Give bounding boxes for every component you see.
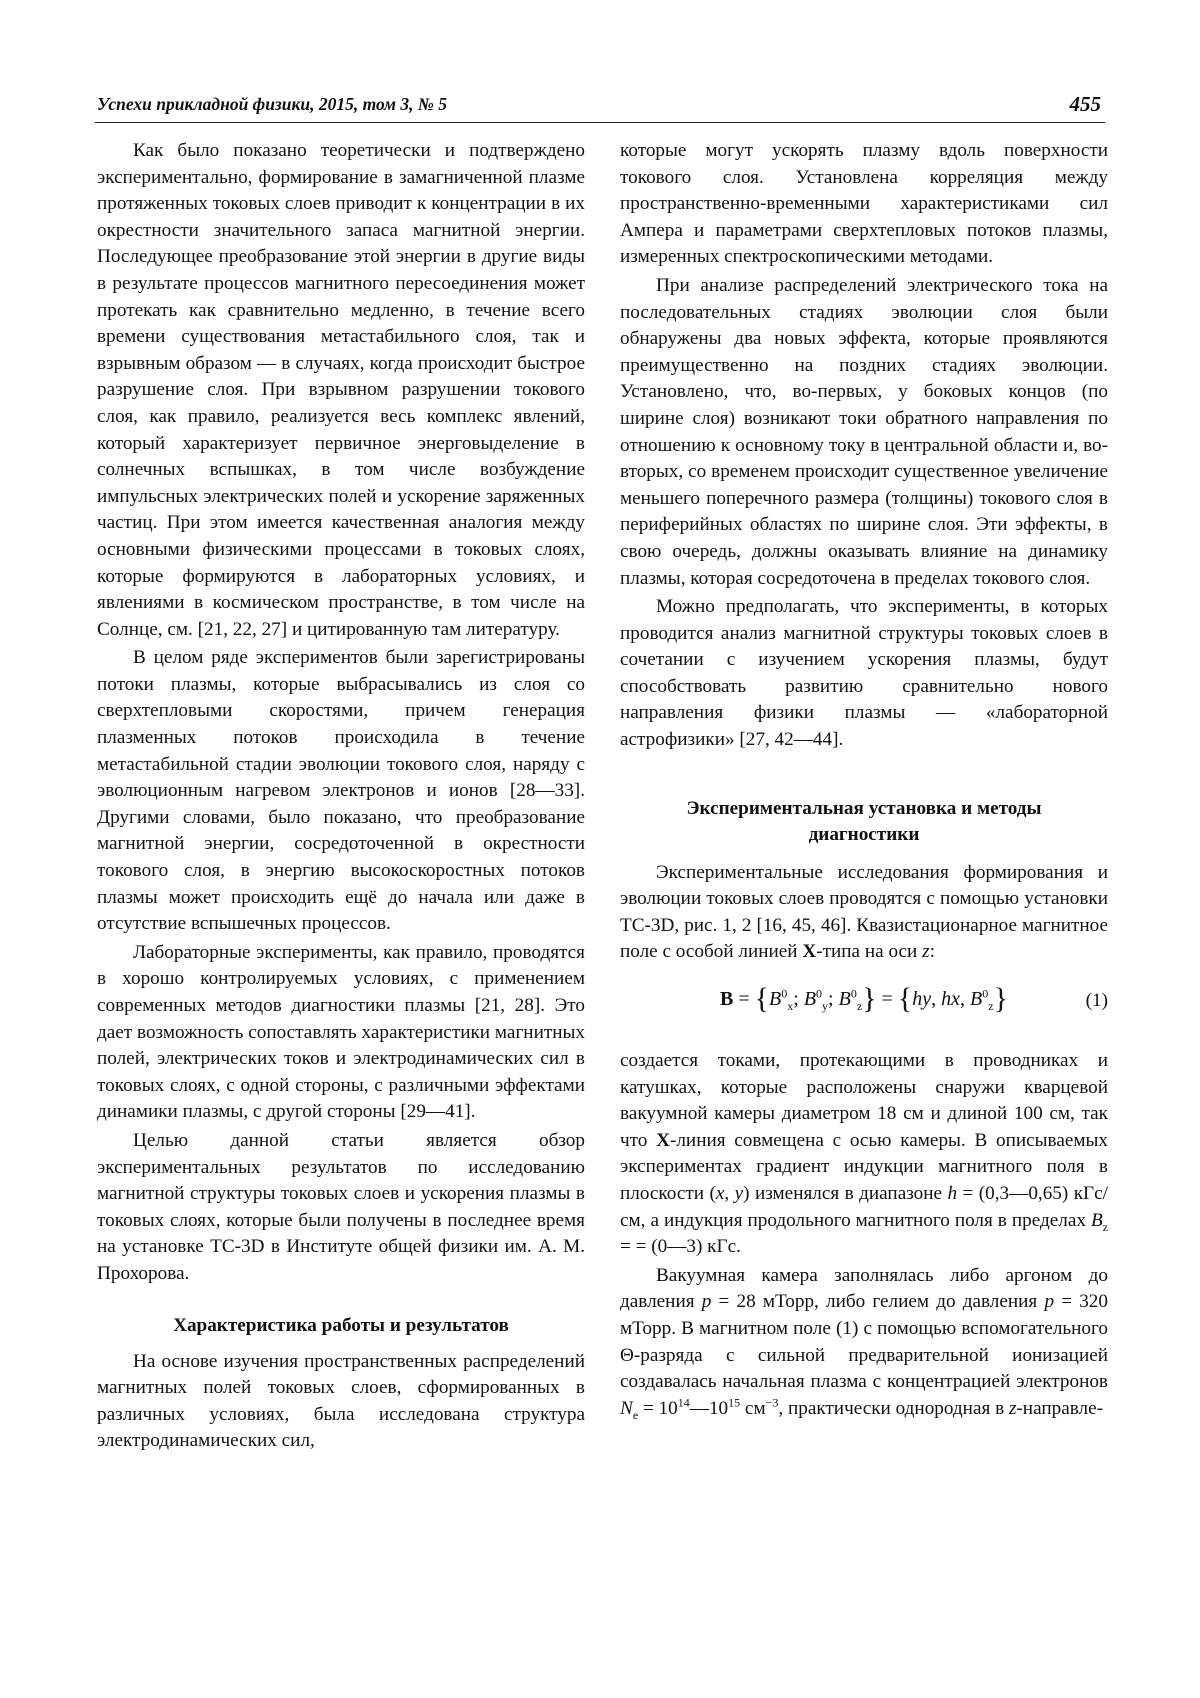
text-run: : (929, 941, 935, 963)
eq-symbol: B (838, 988, 851, 1011)
text-run: Экспериментальные исследования формирования и эволюции токовых слоев проводятся с помощью установки ТС-3D, рис. 1, 2 [16, 45, 46]. Квазистационарное магнитное поле с особой линией (620, 861, 1108, 963)
left-column (97, 138, 585, 1455)
eq-sub: x (787, 999, 794, 1014)
eq-sep: ; (828, 988, 834, 1011)
text-run: N (620, 1397, 633, 1419)
page-number: 455 (1069, 92, 1101, 116)
paragraph: которые могут ускорять плазму вдоль поверхности токового слоя. Установлена корреляция между пространственно-временными характеристиками сил Ампера и параметрами сверхтепловых потоков плазмы, измеренных спектроскопическими методами. (620, 140, 1108, 268)
paragraph: Как было показано теоретически и подтверждено экспериментально, формирование в замагниченной плазме протяженных токовых слоев приводит к концентрации в их окрестности значительного запаса магнитной энергии. Последующее преобразование этой энергии в другие виды в результате процессов магнитного пересоединения может протекать как сравнительно медленно, в течение всего времени существования метастабильного слоя, так и взрывным образом — в случаях, когда происходит быстрое разрушение слоя. При взрывном разрушении токового слоя, как правило, реализуется весь комплекс явлений, который характеризует первичное энерговыделение в солнечных вспышках, в том числе возбуждение импульсных электрических полей и ускорение заряженных частиц. При этом имеется качественная аналогия между основными физическими процессами в токовых слоях, которые формируются в лабораторных условиях, и явлениями в космическом пространстве, в том числе на Солнце, см. [21, 22, 27] и цитированную там литературу. (97, 140, 585, 640)
text-run: z (1102, 1219, 1108, 1234)
right-column (620, 138, 1108, 1422)
text-run: p (701, 1291, 712, 1313)
text-run: , (724, 1183, 735, 1204)
eq-sub: z (856, 999, 863, 1014)
text-run: 14 (677, 1395, 690, 1410)
right-brace: } (993, 982, 1008, 1016)
eq-symbol: hy (912, 988, 932, 1011)
eq-sup: 0 (781, 986, 788, 1001)
text-run: ) изменялся в диапазоне (743, 1183, 948, 1204)
text-run: = (0,3—0,65) кГс/см, а индукция продольного магнитного поля в пределах (620, 1183, 1108, 1231)
eq-symbol: hx (941, 988, 961, 1011)
left-brace: { (754, 982, 770, 1016)
text-run: z (1008, 1397, 1017, 1419)
paragraph: В целом ряде экспериментов были зарегистрированы потоки плазмы, которые выбрасывались из слоя со сверхтепловыми скоростями, причем генерация плазменных потоков происходила в течение метастабильной стадии эволюции токового слоя, наряду с эволюционным нагревом электронов и ионов [28—33]. Другими словами, было показано, что преобразование магнитной энергии, сосредоточенной в окрестности токового слоя, в энергию высокоскоростных потоков плазмы может происходить ещё до начала или даже в отсутствие вспышечных процессов. (97, 647, 585, 935)
eq-symbol: B (970, 988, 983, 1011)
eq-comma: , (960, 988, 966, 1011)
running-header (95, 92, 1105, 123)
eq-sup: 0 (816, 986, 823, 1001)
text-run: = = (0—3) кГс. (620, 1236, 741, 1258)
eq-sep: ; (793, 988, 799, 1011)
paragraph: Можно предполагать, что эксперименты, в которых проводится анализ магнитной структуры токовых слоев в сочетании с изучением ускорения плазмы, будут способствовать развитию сравнительно нового направления физики плазмы — «лабораторной астрофизики» [27, 42—44]. (620, 596, 1108, 751)
text-run: −3 (765, 1395, 779, 1410)
right-brace: } (862, 982, 877, 1016)
equation-lhs: B (720, 988, 734, 1011)
eq-comma: , (931, 988, 937, 1011)
eq-sup: 0 (850, 986, 857, 1001)
section-heading: Характеристика работы и результатов (173, 1314, 509, 1336)
text-run: -направле- (1016, 1397, 1104, 1419)
text-run: = 10 (638, 1397, 678, 1419)
paragraph (620, 1263, 1108, 1423)
eq-sub: y (822, 999, 829, 1014)
text-run: e (632, 1407, 639, 1422)
equals-sign: = (881, 988, 893, 1011)
paragraph: При анализе распределений электрического тока на последовательных стадиях эволюции слоя были обнаружены два новых эффекта, которые проявляются преимущественно на поздних стадиях эволюции. Установлено, что, во-первых, у боковых концов (по ширине слоя) возникают токи обратного направления по отношению к основному току в центральной области и, во-вторых, со временем происходит существенное увеличение меньшего поперечного размера (толщины) токового слоя в периферийных областях по ширине слоя. Эти эффекты, в свою очередь, должны оказывать влияние на динамику плазмы, которая сосредоточена в пределах токового слоя. (620, 274, 1108, 589)
paragraph: Целью данной статьи является обзор экспериментальных результатов по исследованию магнитной структуры токовых слоев и ускорения плазмы в токовых слоях, которые были получены в последнее время на установке ТС-3D в Институте общей физики им. А. М. Прохорова. (97, 1129, 585, 1284)
text-run: X (656, 1129, 670, 1151)
equals-sign: = (738, 988, 750, 1011)
eq-symbol: B (803, 988, 817, 1011)
text-run: B (1090, 1209, 1103, 1231)
text-run: см (740, 1397, 766, 1419)
text-run: создается токами, протекающими в проводниках и катушках, которые расположены снаружи кварцевой вакуумной камеры диаметром 18 см и длиной 100 см, так что (620, 1050, 1108, 1151)
eq-sub: z (988, 999, 994, 1014)
text-run: x (715, 1183, 725, 1204)
paragraph (620, 1048, 1108, 1261)
paragraph (620, 860, 1108, 966)
text-run: -типа на оси (816, 941, 923, 963)
equation-number: (1) (1085, 990, 1108, 1012)
text-run: = 28 мТорр, либо гелием до давления (711, 1291, 1045, 1313)
text-run: , практически однородная в (778, 1397, 1009, 1419)
text-run: -линия совмещена с осью камеры. В описываемых экспериментах градиент индукции магнитного поля в плоскости ( (620, 1129, 1108, 1204)
text-run: Вакуумная камера заполнялась либо аргоном до давления (620, 1264, 1108, 1313)
text-run: h (947, 1183, 958, 1204)
paragraph: На основе изучения пространственных распределений магнитных полей токовых слоев, сформированных в различных условиях, была исследована структура электродинамических сил, (97, 1350, 585, 1452)
equation-body (720, 982, 1008, 1016)
text-run: —10 (689, 1397, 729, 1419)
paragraph: Лабораторные эксперименты, как правило, проводятся в хорошо контролируемых условиях, с применением современных методов диагностики плазмы [21, 28]. Это дает возможность сопоставлять характеристики магнитных полей, электрических токов и электродинамических сил в токовых слоях, с одной стороны, с различными эффектами динамики плазмы, с другой стороны [29—41]. (97, 941, 585, 1123)
eq-sup: 0 (982, 986, 989, 1001)
text-run: 15 (728, 1395, 741, 1410)
section-heading: Экспериментальная установка и методы диагностики (686, 797, 1042, 845)
journal-title: Успехи прикладной физики, 2015, том 3, № 5 (97, 94, 448, 114)
text-run: z (922, 941, 930, 963)
left-brace: { (897, 982, 913, 1016)
equation-1 (620, 974, 1108, 1038)
text-run: X (802, 941, 817, 963)
text-run: = 320 мТорр. В магнитном поле (1) с помощью вспомогательного Θ-разряда с сильной предварительной ионизацией создавалась начальная плазма с концентрацией электронов (620, 1291, 1108, 1393)
text-run: p (1044, 1291, 1055, 1313)
text-run: y (734, 1183, 744, 1204)
eq-symbol: B (769, 988, 782, 1011)
